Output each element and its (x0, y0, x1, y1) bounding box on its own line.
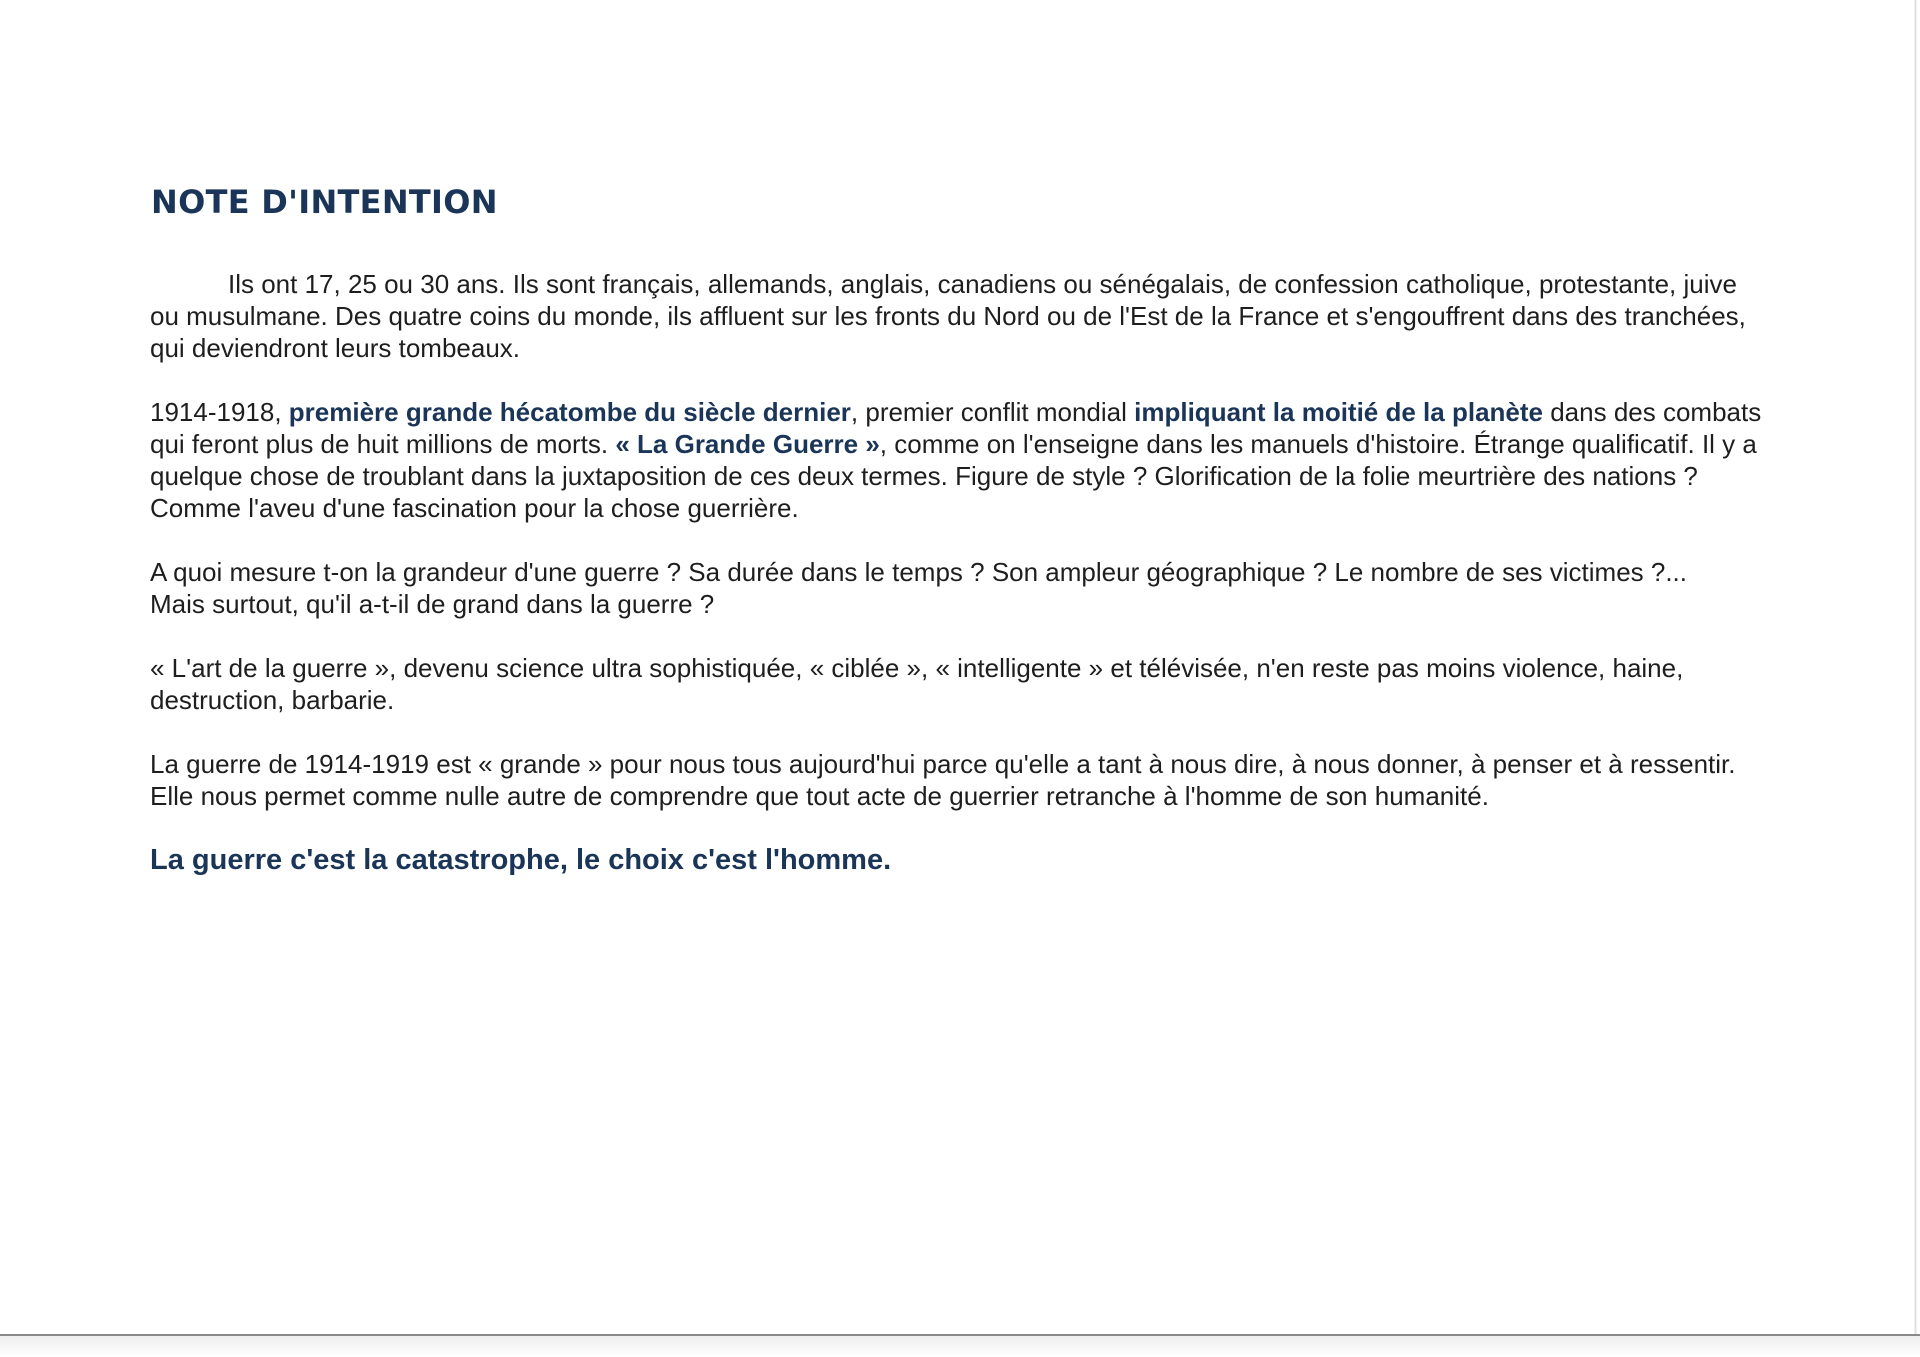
emphasized-text: « La Grande Guerre » (615, 429, 880, 459)
paragraph-2 (150, 396, 1765, 524)
paragraph-text: Mais surtout, qu'il a-t-il de grand dans la guerre ? (150, 589, 715, 619)
document-body (150, 268, 1765, 908)
paragraph-1 (150, 268, 1765, 364)
emphasized-text: impliquant la moitié de la planète (1134, 397, 1543, 427)
scan-right-edge (1914, 0, 1917, 1357)
paragraph-text: , premier conflit mondial (850, 397, 1135, 427)
document-title: NOTE D'INTENTION (151, 183, 498, 221)
paragraph-text: La guerre de 1914-1919 est « grande » pour nous tous aujourd'hui parce qu'elle a tant à nous dire, à nous donner, à penser et à ressentir. Elle nous permet comme nulle autre de comprendre que tout acte de guerrier retranche à l'homme de son humanité. (150, 749, 1736, 811)
paragraph-text: 1914-1918, (150, 397, 289, 427)
paragraph-4 (150, 652, 1765, 716)
conclusion-statement: La guerre c'est la catastrophe, le choix c'est l'homme. (150, 844, 892, 876)
paragraph-5 (150, 748, 1765, 812)
paragraph-3 (150, 556, 1765, 620)
scan-bottom-shadow (0, 1336, 1920, 1357)
paragraph-text: dans des combats qui feront plus de huit millions de morts. (150, 397, 1762, 459)
paragraph-text: « L'art de la guerre », devenu science ultra sophistiquée, « ciblée », « intelligente » et télévisée, n'en reste pas moins violence, haine, destruction, barbarie. (150, 653, 1684, 715)
paragraph-text: , comme on l'enseigne dans les manuels d'histoire. Étrange qualificatif. Il y a quelque chose de troublant dans la juxtaposition de ces deux termes. Figure de style ? Glorification de la folie meurtrière des nations ? Comme l'aveu d'une fascination pour la chose guerrière. (150, 429, 1757, 523)
paragraph-text: A quoi mesure t-on la grandeur d'une guerre ? Sa durée dans le temps ? Son ampleur géographique ? Le nombre de ses victimes ?... (150, 557, 1688, 587)
emphasized-text: première grande hécatombe du siècle dernier (288, 397, 851, 427)
paragraph-text: Ils ont 17, 25 ou 30 ans. Ils sont français, allemands, anglais, canadiens ou sénégalais, de confession catholique, protestante, juive ou musulmane. Des quatre coins du monde, ils affluent sur les fronts du Nord ou de l'Est de la France et s'engouffrent dans des tranchées, qui deviendront leurs tombeaux. (150, 269, 1746, 363)
